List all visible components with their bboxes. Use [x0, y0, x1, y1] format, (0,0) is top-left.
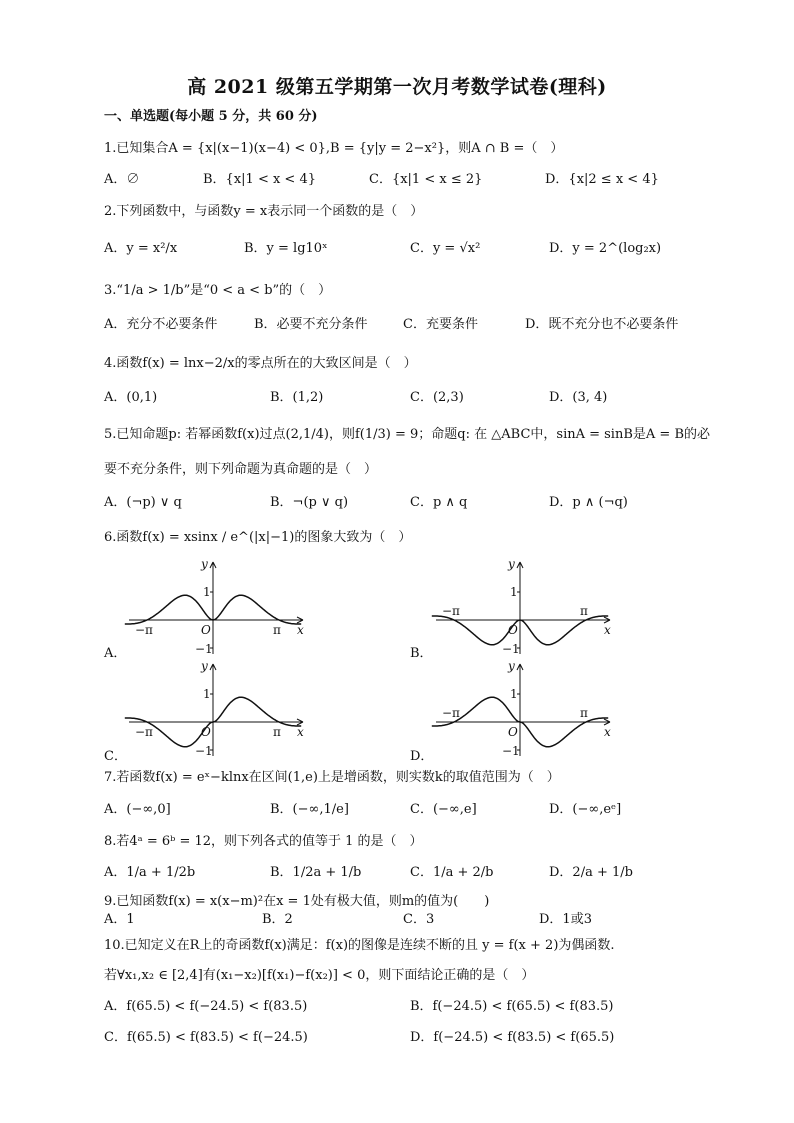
y-label: y — [201, 557, 208, 571]
neg-pi-label: −π — [442, 604, 460, 618]
origin-label: O — [201, 623, 211, 637]
q5-option-d[interactable]: D．p ∧ (¬q) — [549, 495, 628, 510]
neg-pi-label: −π — [135, 725, 153, 739]
x-label: x — [297, 623, 304, 637]
question-10-stem-cont: 若∀x₁,x₂ ∈ [2,4]有(x₁−x₂)[f(x₁)−f(x₂)] < 0，则下面结论正确的是（ ） — [104, 968, 535, 983]
q9-option-d[interactable]: D．1或3 — [539, 912, 592, 927]
q5-option-c[interactable]: C．p ∧ q — [410, 495, 468, 510]
one-label: 1 — [203, 687, 211, 701]
neg-one-label: −1 — [502, 744, 520, 758]
x-label: x — [604, 725, 611, 739]
section-header: 一、单选题(每小题 5 分，共 60 分) — [104, 109, 318, 124]
q2-option-b[interactable]: B．y = lg10ˣ — [244, 241, 328, 256]
exam-title: 高 2021 级第五学期第一次月考数学试卷(理科) — [187, 76, 607, 98]
one-label: 1 — [510, 687, 518, 701]
question-2-stem: 2.下列函数中，与函数y = x表示同一个函数的是（ ） — [104, 204, 424, 219]
y-label: y — [508, 557, 515, 571]
q7-option-a[interactable]: A．(−∞,0] — [104, 802, 171, 817]
question-6-stem: 6.函数f(x) = xsinx / e^(|x|−1)的图象大致为（ ） — [104, 530, 412, 545]
pi-label: π — [273, 725, 281, 739]
q1-option-d[interactable]: D．{x|2 ≤ x < 4} — [545, 172, 659, 187]
neg-one-label: −1 — [195, 744, 213, 758]
q8-option-b[interactable]: B．1/2a + 1/b — [270, 865, 362, 880]
neg-one-label: −1 — [195, 642, 213, 656]
q9-option-a[interactable]: A．1 — [104, 912, 135, 927]
one-label: 1 — [510, 585, 518, 599]
x-label: x — [604, 623, 611, 637]
one-label: 1 — [203, 585, 211, 599]
q8-option-a[interactable]: A．1/a + 1/2b — [104, 865, 196, 880]
q10-option-c[interactable]: C．f(65.5) < f(83.5) < f(−24.5) — [104, 1030, 308, 1045]
q6-option-d[interactable]: D． — [410, 749, 434, 764]
pi-label: π — [580, 604, 588, 618]
graph-a — [125, 558, 310, 658]
q5-option-a[interactable]: A．(¬p) ∨ q — [104, 495, 182, 510]
q8-option-c[interactable]: C．1/a + 2/b — [410, 865, 494, 880]
q3-option-c[interactable]: C．充要条件 — [403, 317, 478, 332]
q9-option-b[interactable]: B．2 — [262, 912, 293, 927]
question-5-stem: 5.已知命题p: 若幂函数f(x)过点(2,1/4)，则f(1/3) = 9；命题q: 在 △ABC中，sinA = sinB是A = B的必 — [104, 427, 710, 442]
q6-option-b[interactable]: B． — [410, 646, 433, 661]
graph-d — [432, 660, 617, 760]
question-3-stem: 3.“1/a > 1/b”是“0 < a < b”的（ ） — [104, 283, 332, 298]
question-10-stem: 10.已知定义在R上的奇函数f(x)满足：f(x)的图像是连续不断的且 y = f(x + 2)为偶函数. — [104, 938, 615, 953]
q10-option-d[interactable]: D．f(−24.5) < f(83.5) < f(65.5) — [410, 1030, 615, 1045]
q6-option-c[interactable]: C． — [104, 749, 127, 764]
q2-option-a[interactable]: A．y = x²/x — [104, 241, 178, 256]
question-9-stem: 9.已知函数f(x) = x(x−m)²在x = 1处有极大值，则m的值为( ) — [104, 894, 490, 909]
graph-c — [125, 660, 310, 760]
origin-label: O — [508, 725, 518, 739]
q10-option-b[interactable]: B．f(−24.5) < f(65.5) < f(83.5) — [410, 999, 614, 1014]
neg-one-label: −1 — [502, 642, 520, 656]
y-label: y — [508, 659, 515, 673]
q4-option-a[interactable]: A．(0,1) — [104, 390, 158, 405]
question-5-stem-cont: 要不充分条件，则下列命题为真命题的是（ ） — [104, 462, 378, 477]
q4-option-b[interactable]: B．(1,2) — [270, 390, 324, 405]
q1-option-a[interactable]: A．∅ — [104, 172, 140, 187]
q3-option-b[interactable]: B．必要不充分条件 — [254, 317, 368, 332]
neg-pi-label: −π — [442, 706, 460, 720]
neg-pi-label: −π — [135, 623, 153, 637]
question-7-stem: 7.若函数f(x) = eˣ−klnx在区间(1,e)上是增函数，则实数k的取值范围为（ ） — [104, 770, 560, 785]
q7-option-c[interactable]: C．(−∞,e] — [410, 802, 477, 817]
q6-option-a[interactable]: A． — [104, 646, 127, 661]
q1-option-c[interactable]: C．{x|1 < x ≤ 2} — [369, 172, 483, 187]
q2-option-c[interactable]: C．y = √x² — [410, 241, 481, 256]
pi-label: π — [273, 623, 281, 637]
q4-option-d[interactable]: D．(3, 4) — [549, 390, 608, 405]
q3-option-d[interactable]: D．既不充分也不必要条件 — [525, 317, 679, 332]
q2-option-d[interactable]: D．y = 2^(log₂x) — [549, 241, 662, 256]
graph-b — [432, 558, 617, 658]
q10-option-a[interactable]: A．f(65.5) < f(−24.5) < f(83.5) — [104, 999, 308, 1014]
origin-label: O — [508, 623, 518, 637]
q9-option-c[interactable]: C．3 — [403, 912, 435, 927]
question-1-stem: 1.已知集合A = {x|(x−1)(x−4) < 0},B = {y|y = 2−x²}，则A ∩ B =（ ） — [104, 141, 564, 156]
x-label: x — [297, 725, 304, 739]
question-8-stem: 8.若4ᵃ = 6ᵇ = 12，则下列各式的值等于 1 的是（ ） — [104, 834, 423, 849]
q7-option-d[interactable]: D．(−∞,eᵉ] — [549, 802, 622, 817]
q8-option-d[interactable]: D．2/a + 1/b — [549, 865, 633, 880]
q4-option-c[interactable]: C．(2,3) — [410, 390, 464, 405]
q3-option-a[interactable]: A．充分不必要条件 — [104, 317, 218, 332]
q5-option-b[interactable]: B．¬(p ∨ q) — [270, 495, 349, 510]
q7-option-b[interactable]: B．(−∞,1/e] — [270, 802, 349, 817]
q1-option-b[interactable]: B．{x|1 < x < 4} — [203, 172, 316, 187]
origin-label: O — [201, 725, 211, 739]
pi-label: π — [580, 706, 588, 720]
question-4-stem: 4.函数f(x) = lnx−2/x的零点所在的大致区间是（ ） — [104, 356, 417, 371]
y-label: y — [201, 659, 208, 673]
